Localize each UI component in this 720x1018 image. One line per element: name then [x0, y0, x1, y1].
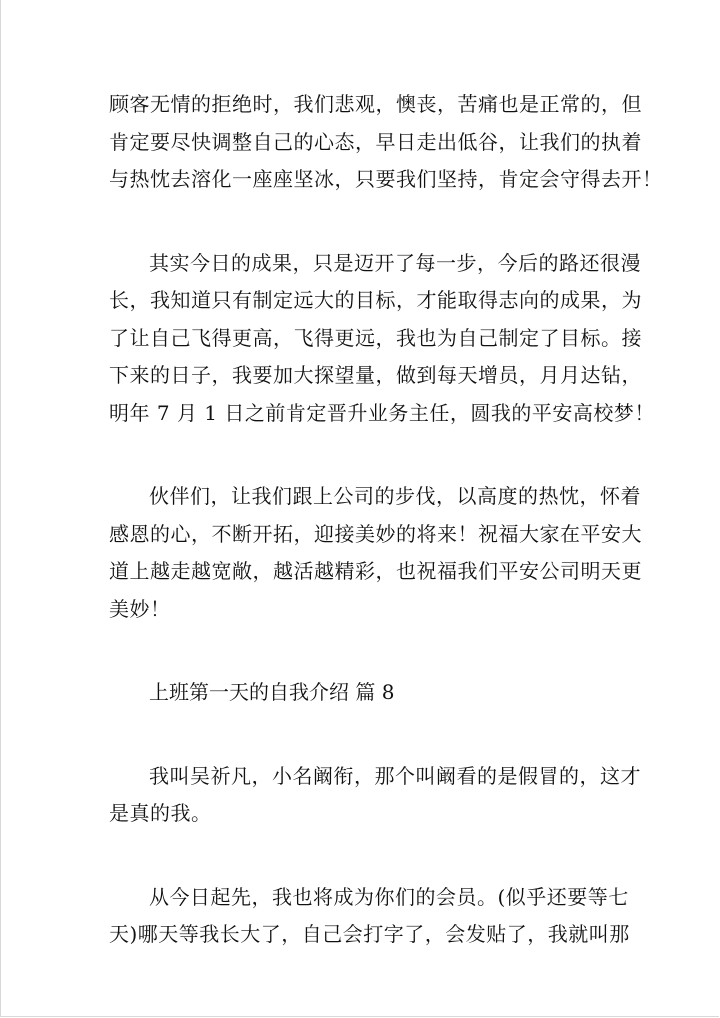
text-line: 道上越走越宽敞，越活越精彩，也祝福我们平安公司明天更 — [109, 559, 642, 583]
text-line: 了让自己飞得更高，飞得更远，我也为自己制定了目标。接 — [109, 325, 642, 350]
paragraph-4 — [109, 758, 641, 833]
paragraph-3 — [109, 478, 642, 628]
paragraph-1 — [109, 86, 663, 199]
text-line: 美妙！ — [109, 596, 171, 621]
text-line: 明年 7 月 1 日之前肯定晋升业务主任，圆我的平安高校梦！ — [109, 400, 655, 425]
text-line: 伙伴们，让我们跟上公司的步伐，以高度的热忱，怀着 — [149, 484, 641, 508]
text-line: 从今日起先，我也将成为你们的会员。(似乎还要等七 — [149, 884, 629, 909]
paragraph-5 — [109, 879, 630, 954]
document-body — [109, 86, 663, 1000]
text-line: 其实今日的成果，只是迈开了每一步，今后的路还很漫 — [149, 250, 641, 275]
text-line: 顾客无情的拒绝时，我们悲观，懊丧，苦痛也是正常的，但 — [109, 92, 642, 116]
text-line: 天)哪天等我长大了，自己会打字了，会发贴了，我就叫那 — [109, 922, 630, 946]
paragraph-2 — [109, 245, 655, 433]
text-line: 肯定要尽快调整自己的心态，早日走出低谷，让我们的执着 — [109, 129, 642, 154]
text-line: 长，我知道只有制定远大的目标，才能取得志向的成果，为 — [109, 288, 642, 312]
text-line: 我叫吴祈凡，小名阚衔，那个叫阚看的是假冒的，这才 — [149, 763, 641, 788]
text-line: 感恩的心，不断开拓，迎接美妙的将来！祝福大家在平安大 — [109, 521, 642, 546]
text-line: 下来的日子，我要加大探望量，做到每天增员，月月达钻， — [109, 363, 642, 387]
section-heading: 上班第一天的自我介绍 篇 8 — [149, 680, 395, 704]
text-line: 是真的我。 — [109, 801, 212, 825]
text-line: 与热忱去溶化一座座坚冰，只要我们坚持，肯定会守得去开！ — [109, 167, 663, 191]
